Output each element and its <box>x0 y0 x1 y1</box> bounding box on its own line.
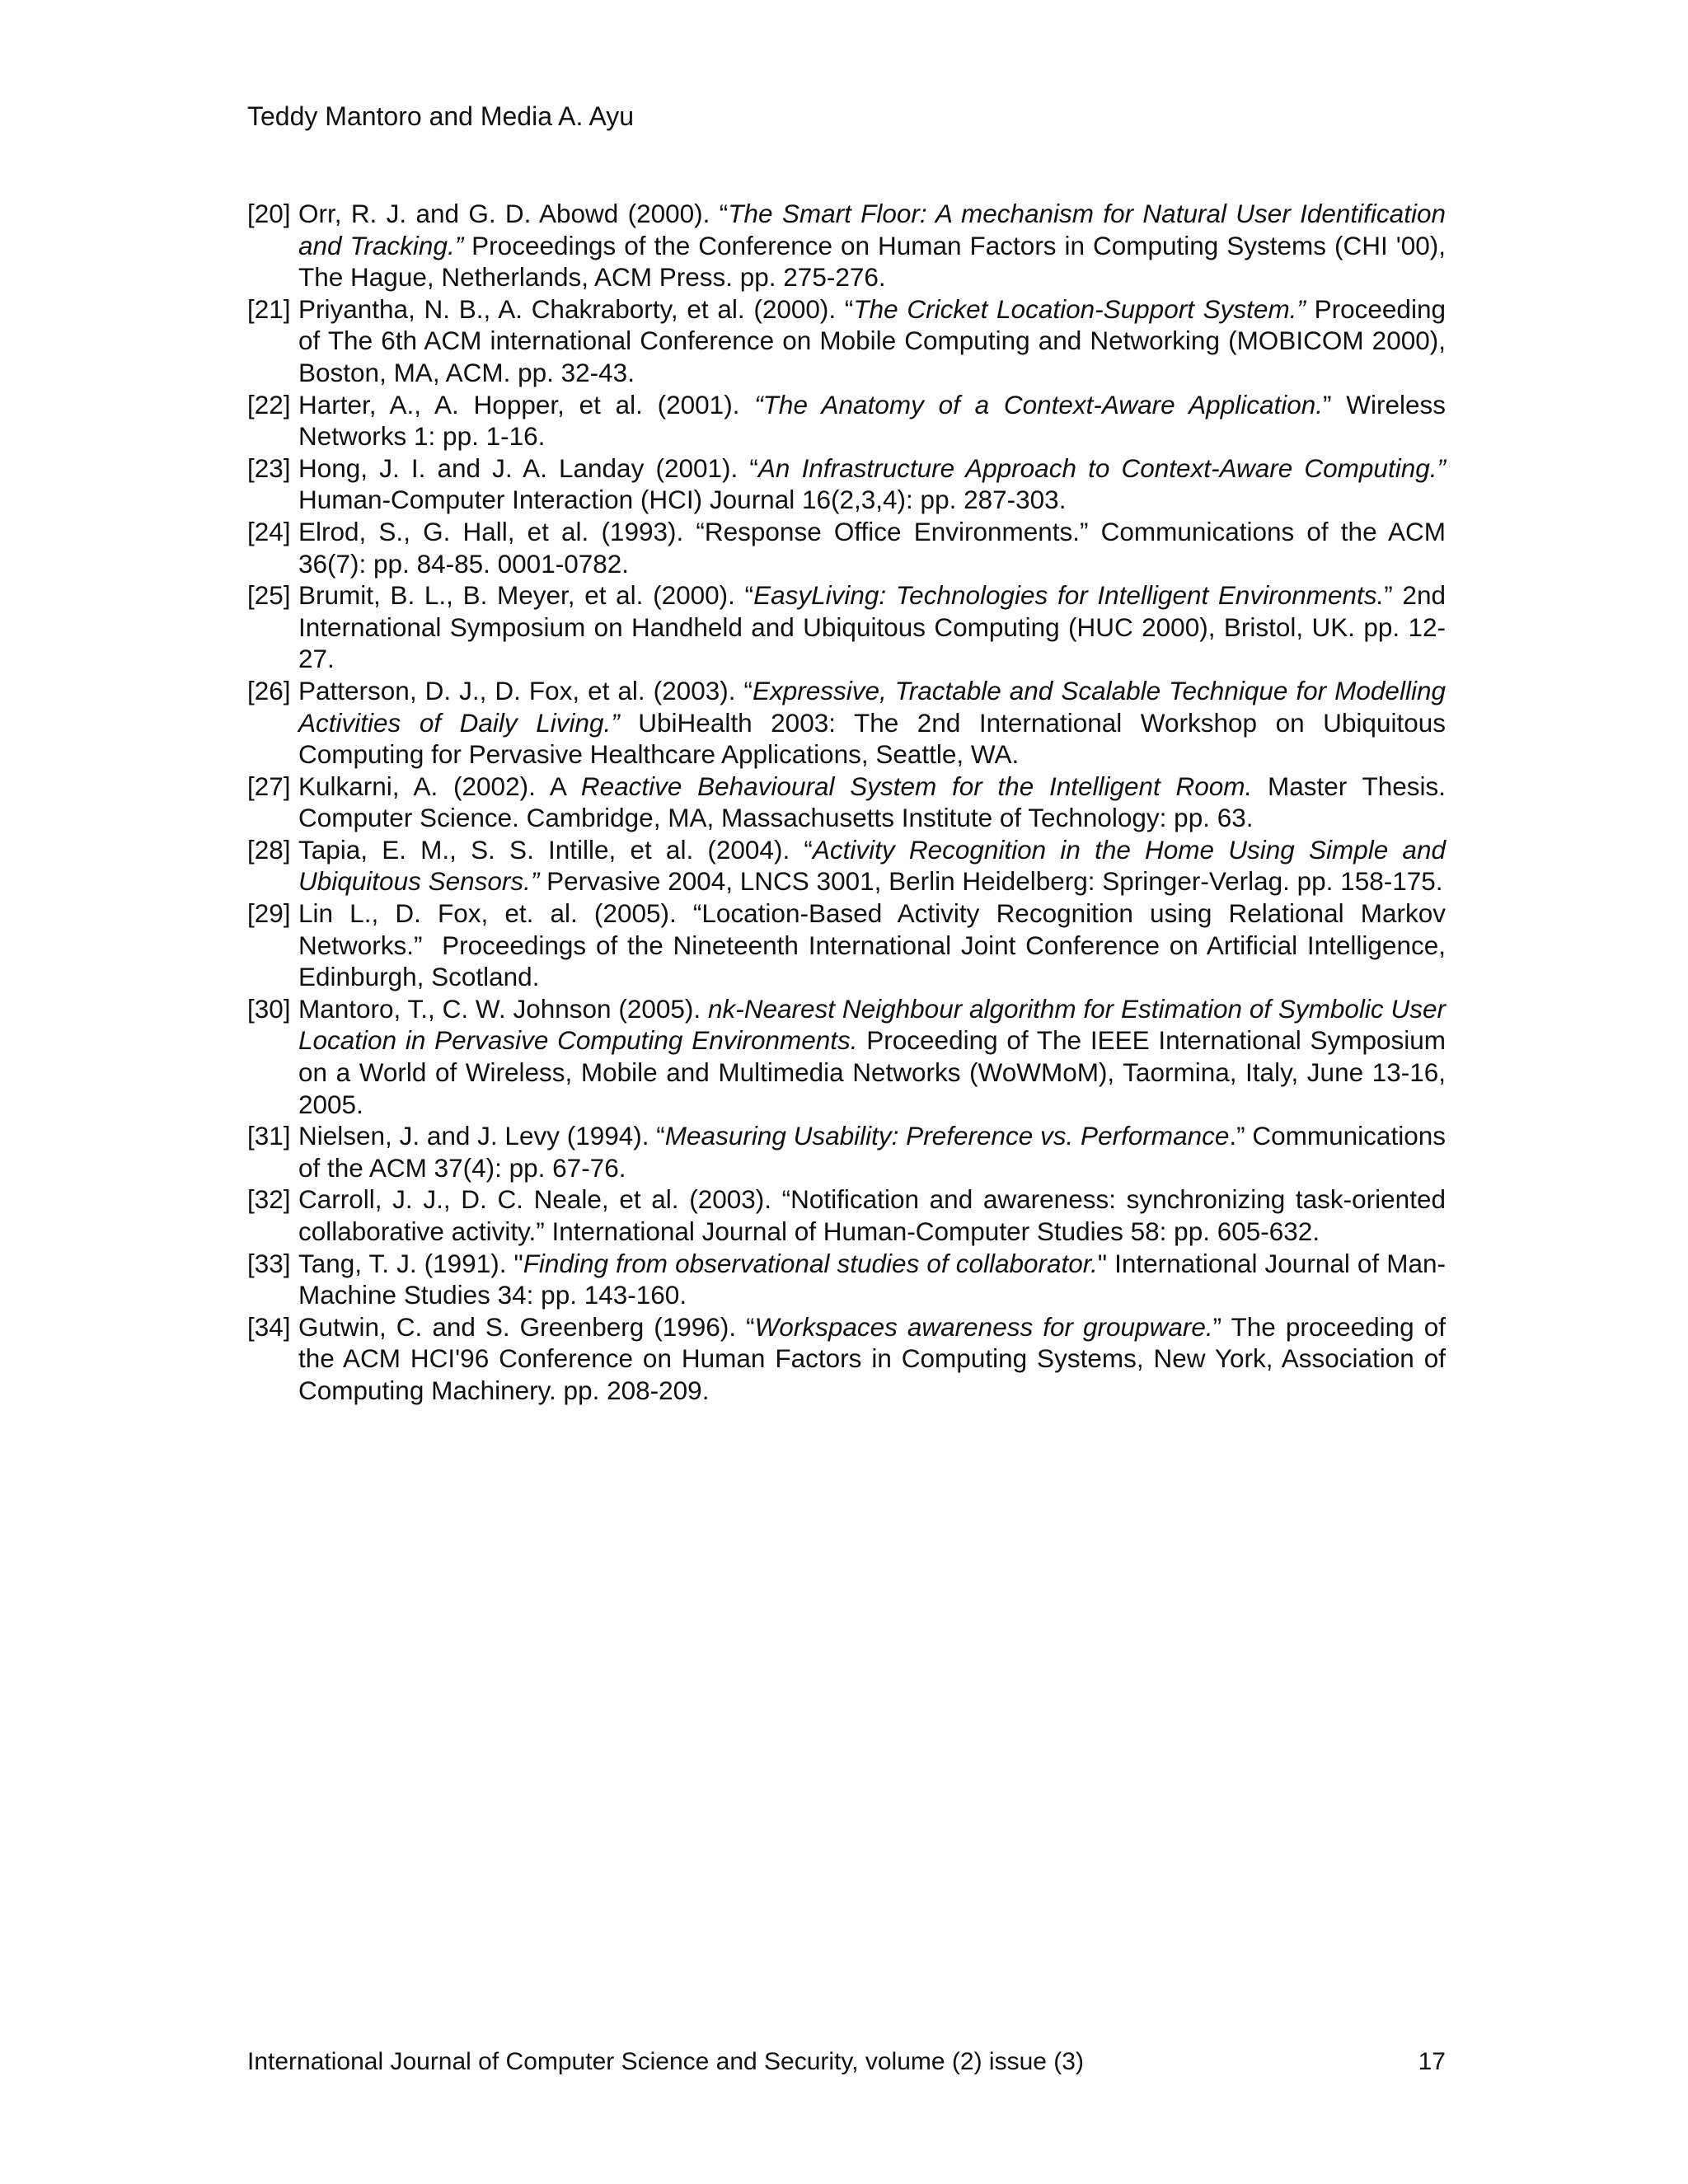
reference-number: [32] <box>247 1184 291 1215</box>
reference-title-italic: Finding from observational studies of collaborator. <box>523 1248 1098 1278</box>
reference-text <box>298 452 1446 516</box>
reference-number: [20] <box>247 199 291 228</box>
reference-segment: Tapia, E. M., S. S. Intille, et al. (2004). “ <box>298 834 813 865</box>
reference-segment: Mantoro, T., C. W. Johnson (2005). <box>298 993 708 1024</box>
reference-segment: Tang, T. J. (1991). " <box>298 1248 523 1278</box>
reference-title-italic: Activity Recognition in the Home Using Simple and Ubiquitous Sensors.” <box>298 834 1446 897</box>
reference-text <box>298 1248 1446 1311</box>
reference-text <box>298 898 1446 993</box>
reference-text <box>298 579 1446 675</box>
reference-segment: Harter, A., A. Hopper, et al. (2001). <box>298 389 755 419</box>
reference-number: [31] <box>247 1121 291 1151</box>
reference-title-italic: EasyLiving: Technologies for Intelligent Environments. <box>753 580 1385 611</box>
reference-segment: Proceeding of The 6th ACM international Conference on Mobile Computing and Networking (MOBICOM 2000), Boston, MA, ACM. pp. 32-43. <box>298 293 1446 387</box>
reference-text <box>298 1183 1446 1247</box>
reference-item <box>247 1183 1446 1247</box>
reference-item <box>247 898 1446 993</box>
page-footer <box>247 2047 1446 2077</box>
reference-item <box>247 993 1446 1120</box>
reference-item <box>247 516 1446 579</box>
reference-item <box>247 1248 1446 1311</box>
reference-item <box>247 293 1446 389</box>
reference-segment: Hong, J. I. and J. A. Landay (2001). “ <box>298 452 758 483</box>
running-header: Teddy Mantoro and Media A. Ayu <box>247 101 635 131</box>
reference-text <box>298 293 1446 389</box>
reference-segment: Proceeding of The IEEE International Symposium on a World of Wireless, Mobile and Multimedia Networks (WoWMoM), Taormina, Italy, June 13-16, 2005. <box>298 1025 1446 1119</box>
reference-number: [26] <box>247 675 291 705</box>
reference-segment: Brumit, B. L., B. Meyer, et al. (2000). “ <box>298 580 754 611</box>
reference-number: [27] <box>247 771 291 801</box>
reference-text <box>298 516 1446 579</box>
reference-segment: Pervasive 2004, LNCS 3001, Berlin Heidelberg: Springer-Verlag. pp. 158-175. <box>539 866 1443 897</box>
reference-item <box>247 771 1446 834</box>
reference-text <box>298 198 1446 293</box>
reference-segment: Priyantha, N. B., A. Chakraborty, et al. (2000). “ <box>298 293 854 324</box>
reference-segment: ” Wireless Networks 1: pp. 1-16. <box>298 389 1447 452</box>
page-number: 17 <box>1418 2048 1446 2075</box>
reference-item <box>247 1311 1446 1407</box>
reference-segment: ” 2nd International Symposium on Handheld and Ubiquitous Computing (HUC 2000), Bristol, UK. pp. 12-27. <box>298 580 1446 674</box>
reference-number: [30] <box>247 993 291 1024</box>
reference-item <box>247 198 1446 293</box>
reference-segment: Master Thesis. Computer Science. Cambridge, MA, Massachusetts Institute of Technology: pp. 63. <box>298 771 1446 833</box>
reference-segment: Orr, R. J. and G. D. Abowd (2000). “ <box>298 199 729 228</box>
journal-citation: International Journal of Computer Science and Security, volume (2) issue (3) <box>247 2048 1084 2075</box>
reference-number: [28] <box>247 834 291 865</box>
reference-text <box>298 1311 1446 1407</box>
reference-number: [23] <box>247 452 291 483</box>
reference-segment: Human-Computer Interaction (HCI) Journal 16(2,3,4): pp. 287-303. <box>298 485 1067 515</box>
reference-text <box>298 1120 1446 1183</box>
reference-number: [24] <box>247 516 291 546</box>
reference-segment: Lin L., D. Fox, et. al. (2005). “Location-Based Activity Recognition using Relational Markov Networks.” Proceedings of the Nineteenth International Joint Conference on Artificial Intelligence, Edinburgh, Scotland. <box>298 898 1446 992</box>
reference-title-italic: The Smart Floor: A mechanism for Natural User Identification and Tracking.” <box>298 199 1446 260</box>
reference-segment: " International Journal of Man-Machine Studies 34: pp. 143-160. <box>298 1248 1446 1310</box>
reference-text <box>298 993 1446 1120</box>
reference-segment: Kulkarni, A. (2002). A <box>298 771 581 801</box>
reference-number: [33] <box>247 1248 291 1278</box>
reference-segment: Proceedings of the Conference on Human Factors in Computing Systems (CHI '00), The Hague, Netherlands, ACM Press. pp. 275-276. <box>298 230 1446 293</box>
reference-title-italic: Workspaces awareness for groupware. <box>754 1311 1213 1342</box>
reference-segment: Gutwin, C. and S. Greenberg (1996). “ <box>298 1311 755 1342</box>
reference-segment: Elrod, S., G. Hall, et al. (1993). “Response Office Environments.” Communications of the ACM 36(7): pp. 84-85. 0001-0782. <box>298 516 1446 579</box>
reference-segment: Carroll, J. J., D. C. Neale, et al. (2003). “Notification and awareness: synchronizing task-oriented collaborative activity.” International Journal of Human-Computer Studies 58: pp. 605-632. <box>298 1184 1446 1246</box>
reference-number: [29] <box>247 898 291 929</box>
reference-number: [22] <box>247 389 291 419</box>
reference-title-italic: The Cricket Location-Support System.” <box>853 293 1306 324</box>
reference-title-italic: “The Anatomy of a Context-Aware Application. <box>754 389 1324 419</box>
reference-title-italic: An Infrastructure Approach to Context-Aware Computing.” <box>757 452 1446 483</box>
reference-number: [25] <box>247 580 291 611</box>
reference-segment: Nielsen, J. and J. Levy (1994). “ <box>298 1121 665 1151</box>
reference-title-italic: Expressive, Tractable and Scalable Technique for Modelling Activities of Daily Living.” <box>298 675 1446 738</box>
reference-item <box>247 1120 1446 1183</box>
reference-number: [34] <box>247 1311 291 1342</box>
reference-text <box>298 675 1446 771</box>
reference-segment: .” Communications of the ACM 37(4): pp. 67-76. <box>298 1121 1446 1183</box>
reference-title-italic: nk-Nearest Neighbour algorithm for Estimation of Symbolic User Location in Pervasive Computing Environments. <box>298 993 1446 1056</box>
reference-item <box>247 389 1446 452</box>
reference-number: [21] <box>247 293 291 324</box>
reference-text <box>298 834 1446 898</box>
reference-text <box>298 771 1446 834</box>
reference-title-italic: Reactive Behavioural System for the Intelligent Room. <box>580 771 1253 801</box>
reference-item <box>247 675 1446 771</box>
reference-list <box>247 198 1446 1407</box>
reference-segment: ” The proceeding of the ACM HCI'96 Conference on Human Factors in Computing Systems, New York, Association of Computing Machinery. pp. 208-209. <box>298 1311 1446 1405</box>
reference-title-italic: Measuring Usability: Preference vs. Performance <box>664 1121 1230 1151</box>
reference-item <box>247 452 1446 516</box>
reference-text <box>298 389 1446 452</box>
reference-segment: UbiHealth 2003: The 2nd International Workshop on Ubiquitous Computing for Pervasive Healthcare Applications, Seattle, WA. <box>298 707 1446 770</box>
reference-item <box>247 579 1446 675</box>
reference-item <box>247 834 1446 898</box>
reference-segment: Patterson, D. J., D. Fox, et al. (2003). “ <box>298 675 753 705</box>
